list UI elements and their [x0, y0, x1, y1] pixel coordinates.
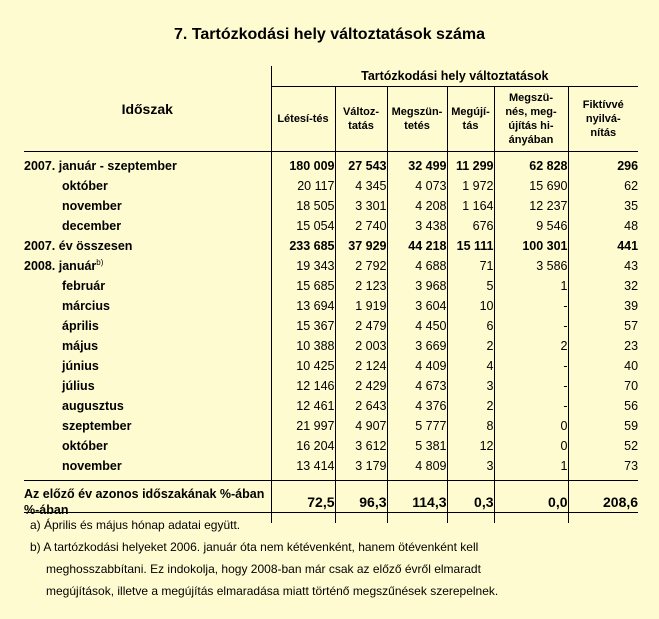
cell-value: 2 643 [335, 396, 387, 416]
column-header-6: Fiktívvé nyilvá- nítás [568, 87, 638, 152]
cell-value: 0 [494, 416, 568, 436]
table-row [24, 376, 638, 396]
cell-value: 59 [568, 416, 638, 436]
cell-value: 5 381 [387, 436, 447, 456]
cell-value: - [494, 316, 568, 336]
cell-value: 71 [447, 256, 494, 276]
row-label: április [62, 319, 99, 333]
row-label: március [62, 299, 110, 313]
cell-value: 1 [494, 456, 568, 481]
cell-value: 37 929 [335, 236, 387, 256]
cell-value: 2 740 [335, 216, 387, 236]
column-header-2: Változ- tatás [335, 87, 387, 152]
cell-value: 10 388 [271, 336, 335, 356]
comparison-label: Az előző év azonos időszakának %-ában %-ában [24, 481, 271, 524]
cell-value: 23 [568, 336, 638, 356]
cell-value: 676 [447, 216, 494, 236]
cell-value: 15 690 [494, 176, 568, 196]
cell-value: 2 429 [335, 376, 387, 396]
cell-value: 32 499 [387, 152, 447, 177]
row-label: 2008. január$^{b)}$ [24, 258, 104, 274]
cell-value: 43 [568, 256, 638, 276]
cell-value: 18 505 [271, 196, 335, 216]
cell-value: 1 919 [335, 296, 387, 316]
table-row [24, 236, 638, 256]
cell-value: 4 376 [387, 396, 447, 416]
row-label: szeptember [62, 419, 132, 433]
table-row [24, 356, 638, 376]
footnote-marker: b) [96, 258, 104, 268]
footnote-b [24, 536, 638, 602]
cell-value: 441 [568, 236, 638, 256]
footnote-b-line-3: megújítások, illetve a megújítás elmaradása miatt történő megszűnések szerepelnek. [46, 584, 499, 598]
cell-value: - [494, 396, 568, 416]
cell-value: 15 111 [447, 236, 494, 256]
row-label: október [62, 439, 108, 453]
table-row [24, 456, 638, 481]
cell-value: 62 [568, 176, 638, 196]
cell-value: 5 [447, 276, 494, 296]
cell-value: - [494, 356, 568, 376]
cell-value: 32 [568, 276, 638, 296]
comparison-value: 208,6 [568, 481, 638, 524]
cell-value: 73 [568, 456, 638, 481]
comparison-value: 114,3 [387, 481, 447, 524]
cell-value: 20 117 [271, 176, 335, 196]
cell-value: 5 777 [387, 416, 447, 436]
comparison-value: 96,3 [335, 481, 387, 524]
cell-value: 9 546 [494, 216, 568, 236]
cell-value: 4 907 [335, 416, 387, 436]
comparison-value: 0,3 [447, 481, 494, 524]
cell-value: 21 997 [271, 416, 335, 436]
table-row [24, 336, 638, 356]
cell-value: 4 208 [387, 196, 447, 216]
cell-value: 48 [568, 216, 638, 236]
column-header-3: Megszün- tetés [387, 87, 447, 152]
group-header: Tartózkodási hely változtatások [271, 66, 638, 87]
cell-value: 233 685 [271, 236, 335, 256]
cell-value: 13 694 [271, 296, 335, 316]
row-label: december [62, 219, 122, 233]
table-row [24, 316, 638, 336]
cell-value: 180 009 [271, 152, 335, 177]
cell-value: 3 669 [387, 336, 447, 356]
cell-value: 4 [447, 356, 494, 376]
cell-value: 15 685 [271, 276, 335, 296]
footnote-a: a) Április és május hónap adatai együtt. [30, 518, 241, 532]
page-title: 7. Tartózkodási hely változtatások száma [174, 26, 485, 43]
cell-value: 296 [568, 152, 638, 177]
cell-value: 0 [494, 436, 568, 456]
table-row [24, 436, 638, 456]
cell-value: 40 [568, 356, 638, 376]
cell-value: 3 612 [335, 436, 387, 456]
table-row [24, 176, 638, 196]
row-label: november [62, 199, 122, 213]
row-label: 2007. január - szeptember [24, 159, 177, 173]
table-row [24, 256, 638, 276]
table-row [24, 396, 638, 416]
table-row [24, 152, 638, 177]
comparison-value: 72,5 [271, 481, 335, 524]
cell-value: 12 [447, 436, 494, 456]
cell-value: 8 [447, 416, 494, 436]
cell-value: - [494, 296, 568, 316]
table-row [24, 216, 638, 236]
cell-value: - [494, 376, 568, 396]
cell-value: 1 [494, 276, 568, 296]
cell-value: 10 425 [271, 356, 335, 376]
cell-value: 4 345 [335, 176, 387, 196]
cell-value: 2 003 [335, 336, 387, 356]
row-label: június [62, 359, 99, 373]
cell-value: 10 [447, 296, 494, 316]
cell-value: 3 [447, 376, 494, 396]
table-row [24, 296, 638, 316]
cell-value: 1 972 [447, 176, 494, 196]
cell-value: 15 054 [271, 216, 335, 236]
footnote-b-line-2: meghosszabbítani. Ez indokolja, hogy 2008-ban már csak az előző évről elmaradt [46, 562, 481, 576]
cell-value: 3 586 [494, 256, 568, 276]
cell-value: 4 809 [387, 456, 447, 481]
cell-value: 62 828 [494, 152, 568, 177]
row-label: október [62, 179, 108, 193]
row-label: július [62, 379, 95, 393]
column-header-5: Megszü- nés, meg- újítás hi- ányában [494, 87, 568, 152]
row-label: augusztus [62, 399, 124, 413]
cell-value: 2 792 [335, 256, 387, 276]
cell-value: 12 146 [271, 376, 335, 396]
cell-value: 1 164 [447, 196, 494, 216]
cell-value: 2 [494, 336, 568, 356]
cell-value: 15 367 [271, 316, 335, 336]
cell-value: 56 [568, 396, 638, 416]
cell-value: 4 673 [387, 376, 447, 396]
cell-value: 44 218 [387, 236, 447, 256]
cell-value: 2 124 [335, 356, 387, 376]
cell-value: 3 438 [387, 216, 447, 236]
cell-value: 100 301 [494, 236, 568, 256]
row-label: május [62, 339, 99, 353]
cell-value: 4 688 [387, 256, 447, 276]
row-label: 2007. év összesen [24, 239, 133, 253]
footnote-b-line-1: b) A tartózkodási helyeket 2006. január óta nem kétévenként, hanem ötévenként kell [30, 540, 479, 554]
cell-value: 2 [447, 336, 494, 356]
table-row [24, 196, 638, 216]
column-header-1: Létesí-tés [271, 87, 335, 152]
cell-value: 4 409 [387, 356, 447, 376]
cell-value: 3 968 [387, 276, 447, 296]
cell-value: 12 237 [494, 196, 568, 216]
cell-value: 35 [568, 196, 638, 216]
cell-value: 6 [447, 316, 494, 336]
column-header-4: Megújí- tás [447, 87, 494, 152]
cell-value: 2 [447, 396, 494, 416]
table-row [24, 276, 638, 296]
cell-value: 3 301 [335, 196, 387, 216]
cell-value: 27 543 [335, 152, 387, 177]
cell-value: 4 073 [387, 176, 447, 196]
cell-value: 4 450 [387, 316, 447, 336]
cell-value: 3 604 [387, 296, 447, 316]
cell-value: 2 123 [335, 276, 387, 296]
table-row [24, 416, 638, 436]
row-label: február [62, 279, 106, 293]
statistics-table [24, 66, 638, 523]
cell-value: 39 [568, 296, 638, 316]
cell-value: 19 343 [271, 256, 335, 276]
cell-value: 11 299 [447, 152, 494, 177]
cell-value: 13 414 [271, 456, 335, 481]
comparison-value: 0,0 [494, 481, 568, 524]
cell-value: 12 461 [271, 396, 335, 416]
period-header: Időszak [24, 66, 271, 152]
cell-value: 70 [568, 376, 638, 396]
cell-value: 2 479 [335, 316, 387, 336]
footnotes [24, 512, 638, 602]
cell-value: 57 [568, 316, 638, 336]
cell-value: 16 204 [271, 436, 335, 456]
row-label: november [62, 459, 122, 473]
cell-value: 52 [568, 436, 638, 456]
cell-value: 3 [447, 456, 494, 481]
cell-value: 3 179 [335, 456, 387, 481]
